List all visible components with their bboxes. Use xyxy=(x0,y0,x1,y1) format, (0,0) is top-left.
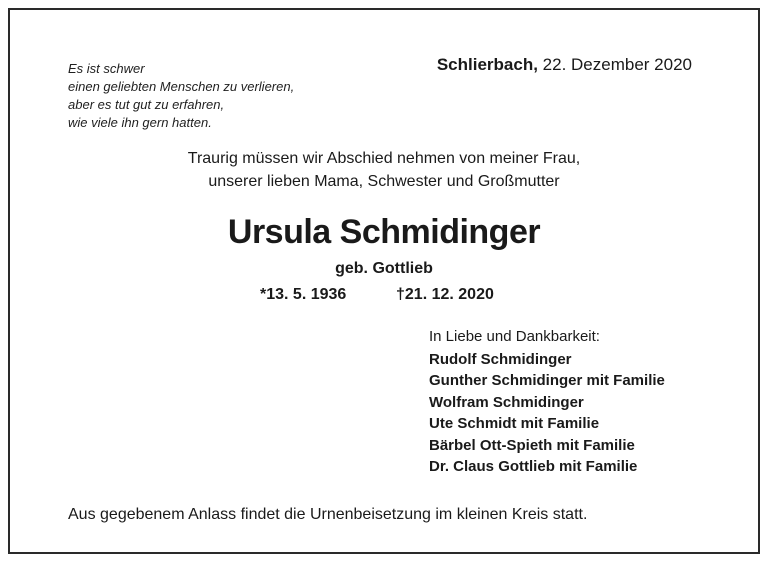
place-date xyxy=(437,55,692,75)
mourners-lead: In Liebe und Dankbarkeit: xyxy=(429,328,600,345)
deceased-name: Ursula Schmidinger xyxy=(227,213,541,251)
date: 22. Dezember 2020 xyxy=(542,55,692,74)
mourners-list xyxy=(429,326,665,478)
poem-line: aber es tut gut zu erfahren, xyxy=(68,97,225,112)
closing-note: Aus gegebenem Anlass findet die Urnenbeisetzung im kleinen Kreis statt. xyxy=(68,506,588,523)
death-date: †21. 12. 2020 xyxy=(396,286,494,303)
poem-line: Es ist schwer xyxy=(68,61,145,76)
poem-line: wie viele ihn gern hatten. xyxy=(68,115,212,130)
birth-date: *13. 5. 1936 xyxy=(260,286,347,303)
mourner-name: Rudolf Schmidinger xyxy=(429,350,572,368)
place: Schlierbach, xyxy=(436,55,538,74)
mourner-name: Gunther Schmidinger mit Familie xyxy=(429,372,665,389)
intro-line: unserer lieben Mama, Schwester und Großmutter xyxy=(208,173,560,190)
poem-line: einen geliebten Menschen zu verlieren, xyxy=(68,79,295,94)
mourner-name: Bärbel Ott-Spieth mit Familie xyxy=(429,436,635,454)
intro-text xyxy=(10,147,758,193)
obituary-frame xyxy=(8,8,760,554)
poem xyxy=(68,60,294,132)
mourner-name: Dr. Claus Gottlieb mit Familie xyxy=(429,458,638,475)
mourner-name: Wolfram Schmidinger xyxy=(429,393,584,411)
birth-name: geb. Gottlieb xyxy=(335,260,433,277)
intro-line: Traurig müssen wir Abschied nehmen von meiner Frau, xyxy=(187,150,581,167)
mourner-name: Ute Schmidt mit Familie xyxy=(429,415,600,432)
